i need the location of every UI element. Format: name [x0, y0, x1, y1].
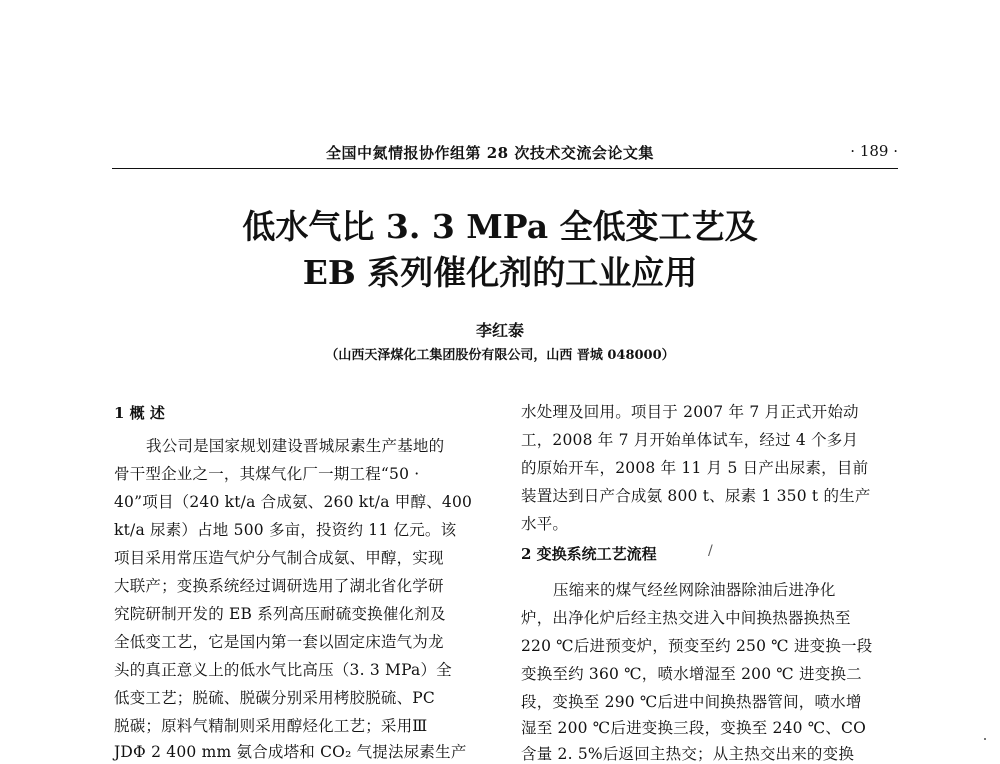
- body-line: 压缩来的煤气经丝网除油器除油后进净化: [553, 581, 836, 599]
- header-rule: [112, 168, 898, 169]
- section-heading-1: 1 概 述: [114, 404, 165, 422]
- title-line-2: EB 系列催化剂的工业应用: [302, 253, 698, 292]
- body-line: 脱碳；原料气精制则采用醇烃化工艺；采用Ⅲ: [114, 717, 428, 735]
- page-number: · 189 ·: [850, 142, 898, 160]
- body-line: 项目采用常压造气炉分气制合成氨、甲醇，实现: [114, 549, 444, 567]
- journal-title: 全国中氮情报协作组第 28 次技术交流会论文集: [326, 144, 654, 162]
- body-line: 段，变换至 290 ℃后进中间换热器管间，喷水增: [521, 693, 862, 711]
- body-line: 工，2008 年 7 月开始单体试车，经过 4 个多月: [521, 431, 859, 449]
- body-line: 骨干型企业之一，其煤气化厂一期工程“50 ·: [114, 465, 420, 483]
- body-line: 大联产；变换系统经过调研选用了湖北省化学研: [114, 577, 444, 595]
- author-name: 李红泰: [475, 321, 524, 340]
- body-line: 含量 2. 5%后返回主热交；从主热交出来的变换: [521, 745, 855, 763]
- body-line: 头的真正意义上的低水气比高压（3. 3 MPa）全: [114, 661, 452, 679]
- section-heading-2: 2 变换系统工艺流程: [521, 545, 657, 563]
- body-line: 40”项目（240 kt/a 合成氨、260 kt/a 甲醇、400: [114, 493, 473, 511]
- author-affiliation: （山西天泽煤化工集团股份有限公司，山西 晋城 048000）: [325, 348, 675, 363]
- body-line: 究院研制开发的 EB 系列高压耐硫变换催化剂及: [114, 605, 446, 623]
- body-line: 全低变工艺，它是国内第一套以固定床造气为龙: [114, 633, 444, 651]
- title-line-1: 低水气比 3. 3 MPa 全低变工艺及: [242, 207, 758, 246]
- article-title: [0, 204, 1000, 296]
- body-line: 的原始开车，2008 年 11 月 5 日产出尿素，目前: [521, 459, 869, 477]
- body-line: kt/a 尿素）占地 500 多亩，投资约 11 亿元。该: [114, 521, 457, 539]
- body-line: 水平。: [521, 515, 569, 533]
- body-line: 湿至 200 ℃后进变换三段，变换至 240 ℃、CO: [521, 719, 867, 737]
- body-line: JDΦ 2 400 mm 氨合成塔和 CO₂ 气提法尿素生产: [114, 743, 467, 761]
- body-line: 220 ℃后进预变炉，预变至约 250 ℃ 进变换一段: [521, 637, 873, 655]
- body-line: 我公司是国家规划建设晋城尿素生产基地的: [146, 437, 445, 455]
- body-line: 装置达到日产合成氨 800 t、尿素 1 350 t 的生产: [521, 487, 871, 505]
- body-line: 水处理及回用。项目于 2007 年 7 月正式开始动: [521, 403, 859, 421]
- body-line: 炉，出净化炉后经主热交进入中间换热器换热至: [521, 609, 851, 627]
- margin-mark: /: [708, 543, 713, 559]
- running-header: [112, 142, 898, 164]
- scan-speck: [984, 738, 986, 740]
- body-line: 低变工艺；脱硫、脱碳分别采用栲胶脱硫、PC: [114, 689, 435, 707]
- body-line: 变换至约 360 ℃，喷水增湿至 200 ℃ 进变换二: [521, 665, 862, 683]
